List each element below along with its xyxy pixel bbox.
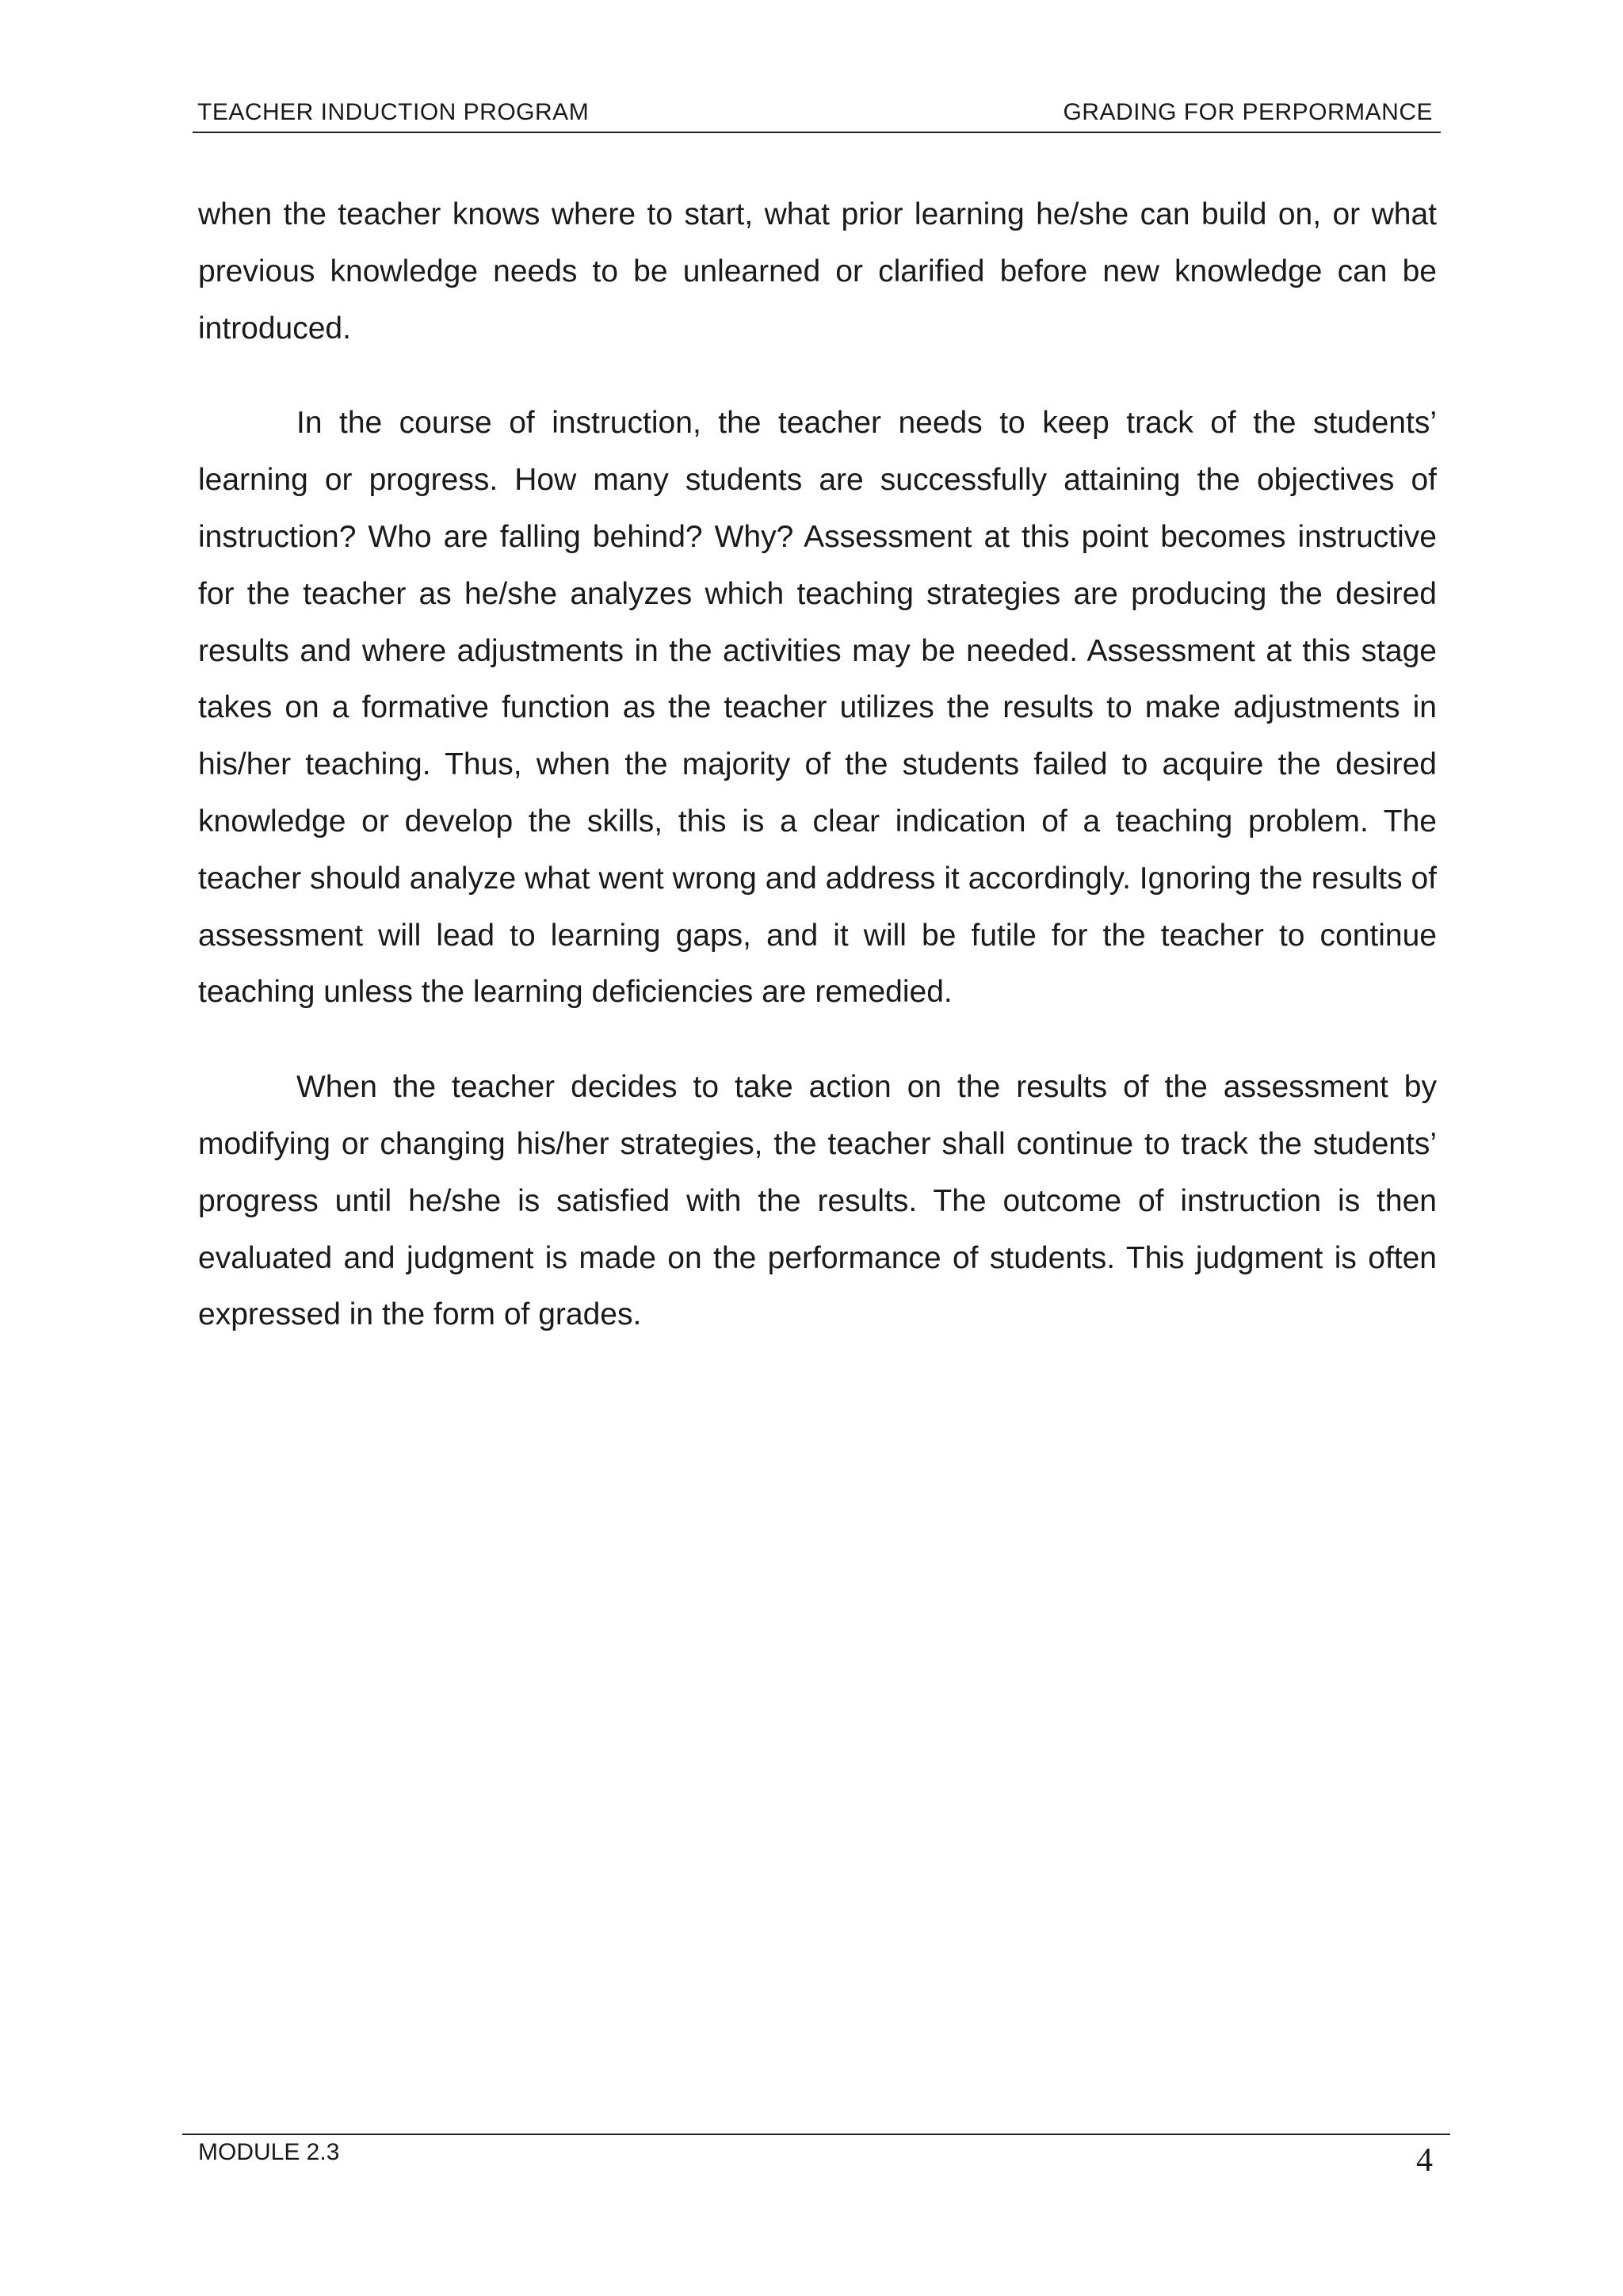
header-section-title: GRADING FOR PERPORMANCE [1063, 99, 1433, 125]
header-program-title: TEACHER INDUCTION PROGRAM [197, 99, 590, 125]
page-number: 4 [1416, 2142, 1433, 2179]
page-footer [182, 2134, 1450, 2199]
footer-module-label: MODULE 2.3 [198, 2139, 340, 2165]
paragraph-1: when the teacher knows where to start, what prior learning he/she can build on, or what previous knowledge needs to be unlearned or clarified before new knowledge can be introduced. [198, 197, 1437, 346]
page-header [193, 94, 1441, 133]
paragraph-3: When the teacher decides to take action on the results of the assessment by modifying or changing his/her strategies, the teacher shall continue to track the students’ progress until he/she is satisfied with the results. The outcome of instruction is then evaluated and judgment is made on the performance of students. This judgment is often expressed in the form of grades. [198, 1070, 1437, 1332]
body-text [198, 186, 1437, 1381]
paragraph-2: In the course of instruction, the teacher needs to keep track of the students’ learning or progress. How many students are successfully attaining the objectives of instruction? Who are falling behind? Why? Assessment at this point becomes instructive for the teacher as he/she analyzes which teaching strategies are producing the desired results and where adjustments in the activities may be needed. Assessment at this stage takes on a formative function as the teacher utilizes the results to make adjustments in his/her teaching. Thus, when the majority of the students failed to acquire the desired knowledge or develop the skills, this is a clear indication of a teaching problem. The teacher should analyze what went wrong and address it accordingly. Ignoring the results of assessment will lead to learning gaps, and it will be futile for the teacher to continue teaching unless the learning deficiencies are remedied. [198, 406, 1437, 1010]
